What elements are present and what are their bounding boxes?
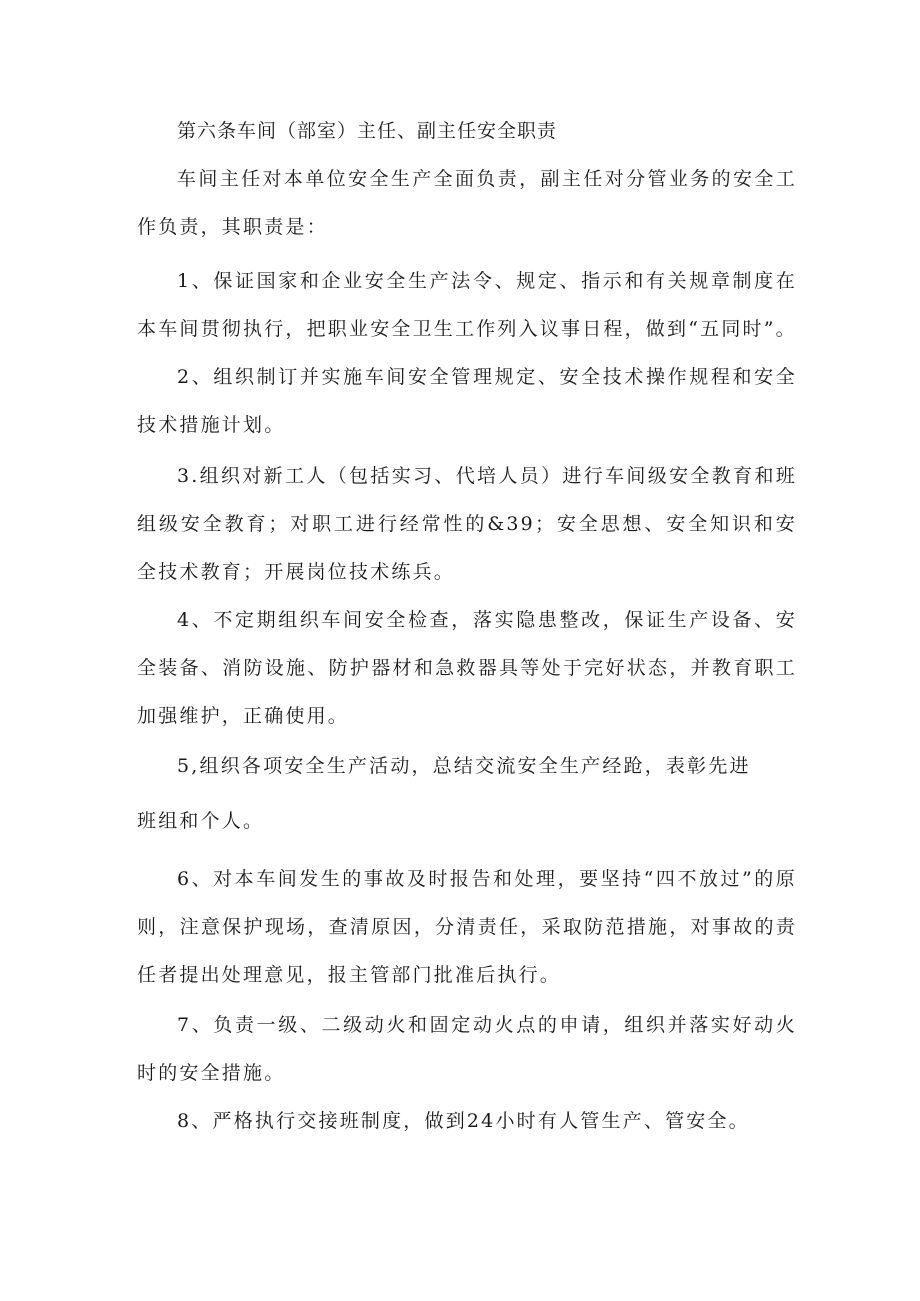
item-3-paragraph: 3.组织对新工人（包括实习、代培人员）进行车间级安全教育和班组级安全教育；对职工进行经常性的&39；安全思想、安全知识和安全技术教育；开展岗位技术练兵。 [137, 465, 797, 583]
item-7-paragraph: 7、负责一级、二级动火和固定动火点的申请，组织并落实好动火时的安全措施。 [137, 1014, 797, 1084]
item-6-paragraph: 6、对本车间发生的事故及时报告和处理，要坚持“四不放过”的原则，注意保护现场，查清原因，分清责任，采取防范措施，对事故的责任者提出处理意见，报主管部门批准后执行。 [137, 868, 797, 986]
item-4-paragraph: 4、不定期组织车间安全检查，落实隐患整改，保证生产设备、安全装备、消防设施、防护器材和急救器具等处于完好状态，并教育职工加强维护，正确使用。 [137, 609, 797, 727]
item-8-paragraph: 8、严格执行交接班制度，做到24小时有人管生产、管安全。 [177, 1110, 750, 1132]
intro-paragraph: 车间主任对本单位安全生产全面负责，副主任对分管业务的安全工作负责，其职责是： [137, 168, 797, 238]
item-5-paragraph: 5,组织各项安全生产活动，总结交流安全生产经跄，表彰先进 [177, 755, 751, 777]
section-heading: 第六条车间（部室）主任、副主任安全职责 [177, 120, 558, 142]
item-1-paragraph: 1、保证国家和企业安全生产法令、规定、指示和有关规章制度在本车间贯彻执行，把职业安全卫生工作列入议事日程，做到“五同时”。 [137, 270, 797, 340]
item-5-continuation: 班组和个人。 [137, 810, 265, 832]
item-2-paragraph: 2、组织制订并实施车间安全管理规定、安全技术操作规程和安全技术措施计划。 [137, 366, 797, 436]
